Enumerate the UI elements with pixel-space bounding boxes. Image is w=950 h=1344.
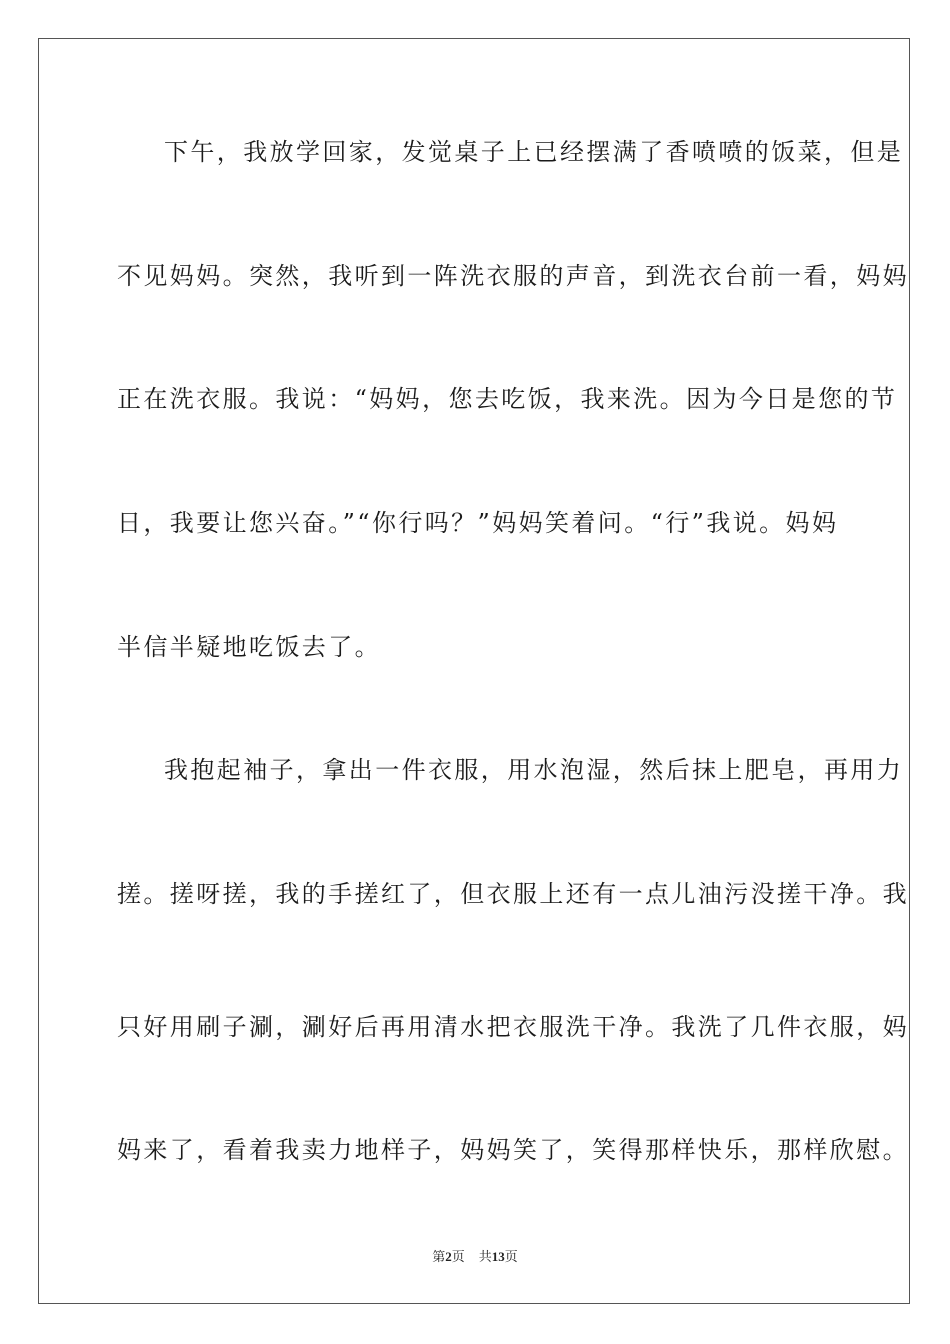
total-prefix: 共 xyxy=(478,1249,492,1264)
paragraph-1-line-5: 半信半疑地吃饭去了。 xyxy=(117,633,381,661)
paragraph-1-line-3: 正在洗衣服。我说：“妈妈，您去吃饭，我来洗。因为今日是您的节 xyxy=(117,385,898,413)
page-footer xyxy=(0,1248,950,1266)
page-border xyxy=(38,38,910,1304)
paragraph-2-line-2: 搓。搓呀搓，我的手搓红了，但衣服上还有一点儿油污没搓干净。我 xyxy=(117,880,909,908)
total-pages: 13 xyxy=(491,1249,505,1264)
paragraph-1-line-1: 下午，我放学回家，发觉桌子上已经摆满了香喷喷的饭菜，但是 xyxy=(164,138,904,166)
page-suffix: 页 xyxy=(451,1249,465,1264)
paragraph-2-line-3: 只好用刷子涮，涮好后再用清水把衣服洗干净。我洗了几件衣服，妈 xyxy=(117,1013,909,1041)
total-suffix: 页 xyxy=(504,1249,518,1264)
paragraph-2-line-1: 我抱起袖子，拿出一件衣服，用水泡湿，然后抹上肥皂，再用力 xyxy=(164,756,904,784)
paragraph-2-line-4: 妈来了，看着我卖力地样子，妈妈笑了，笑得那样快乐，那样欣慰。 xyxy=(117,1136,909,1164)
page-number: 2 xyxy=(445,1249,452,1264)
paragraph-1-line-2: 不见妈妈。突然，我听到一阵洗衣服的声音，到洗衣台前一看，妈妈 xyxy=(117,262,909,290)
paragraph-1-line-4: 日，我要让您兴奋。”“你行吗？”妈妈笑着问。“行”我说。妈妈 xyxy=(117,509,839,537)
page-prefix: 第 xyxy=(432,1249,446,1264)
